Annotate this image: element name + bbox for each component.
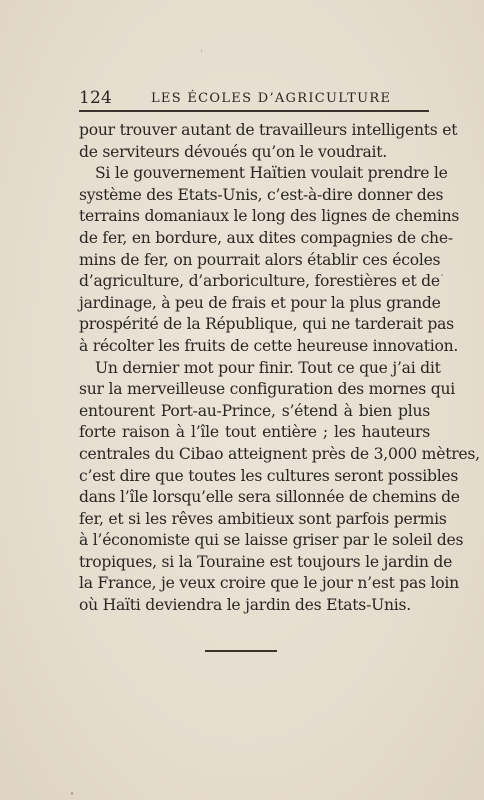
- text-line: à l’économiste qui se laisse griser par le soleil des: [79, 531, 464, 550]
- header-rule: [79, 110, 429, 112]
- text-line: tropiques, si la Touraine est toujours le jardin de: [79, 552, 453, 571]
- text-line: entourent Port-au-Prince, s’étend à bien plus: [79, 401, 430, 420]
- paper-speck: [201, 50, 202, 52]
- text-line: fer, et si les rêves ambitieux sont parfois permis: [79, 509, 447, 528]
- text-line: pour trouver autant de travailleurs intelligents et: [79, 121, 458, 139]
- text-line: où Haïti deviendra le jardin des Etats-Unis.: [79, 596, 411, 615]
- text-line: à récolter les fruits de cette heureuse innovation.: [79, 336, 459, 355]
- running-title: LES ÉCOLES D’AGRICULTURE: [151, 91, 392, 106]
- page-header: [79, 88, 429, 108]
- text-line: jardinage, à peu de frais et pour la plus grande: [79, 293, 441, 312]
- text-line: d’agriculture, d’arboriculture, forestières et de: [79, 272, 440, 291]
- paper-speck: [71, 792, 73, 795]
- text-line: Si le gouvernement Haïtien voulait prendre le: [95, 164, 448, 183]
- text-line: forte raison à l’île tout entière ; les hauteurs: [79, 423, 430, 442]
- text-line: c’est dire que toutes les cultures seront possibles: [79, 466, 459, 485]
- text-line: centrales du Cibao atteignent près de 3,000 mètres,: [79, 444, 480, 463]
- text-line: Un dernier mot pour finir. Tout ce que j’ai dit: [95, 358, 441, 377]
- body-text: [79, 120, 480, 617]
- paper-speck: [441, 274, 443, 276]
- text-line: la France, je veux croire que le jour n’est pas loin: [79, 574, 459, 593]
- text-line: dans l’île lorsqu’elle sera sillonnée de chemins de: [79, 488, 460, 507]
- text-line: prospérité de la République, qui ne tarderait pas: [79, 315, 454, 334]
- text-line: mins de fer, on pourrait alors établir ces écoles: [79, 250, 441, 269]
- end-rule: [205, 650, 277, 652]
- page-number: 124: [79, 88, 113, 108]
- text-line: terrains domaniaux le long des lignes de chemins: [79, 207, 460, 226]
- text-line: de fer, en bordure, aux dites compagnies de che-: [79, 228, 453, 247]
- text-line: sur la merveilleuse configuration des mornes qui: [79, 380, 456, 399]
- text-line: de serviteurs dévoués qu’on le voudrait.: [79, 142, 387, 161]
- text-line: système des Etats-Unis, c’est-à-dire donner des: [79, 185, 444, 204]
